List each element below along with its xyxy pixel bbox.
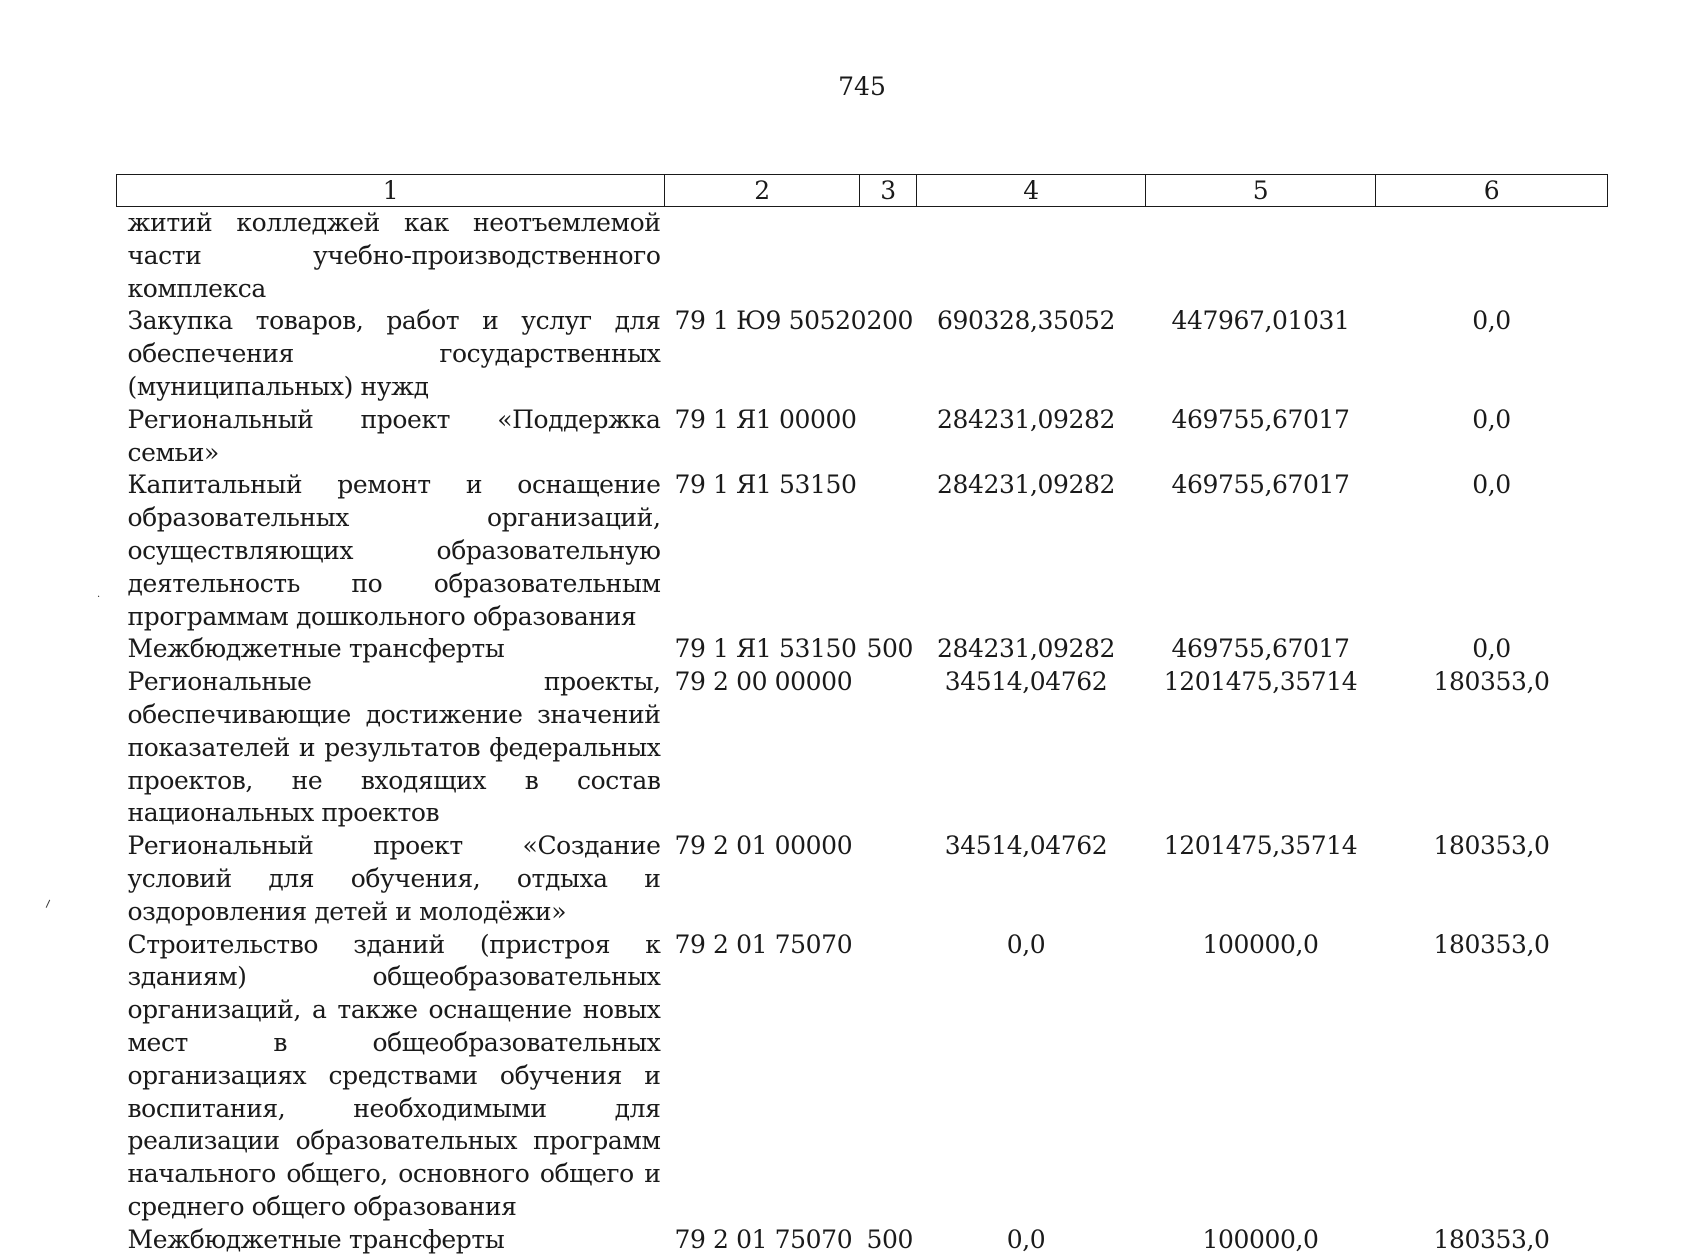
amount-col5: 1201475,35714: [1163, 831, 1358, 861]
amount-col6: 180353,0: [1433, 831, 1550, 861]
amount-col4: 284231,09282: [936, 404, 1116, 434]
amount-col6: 0,0: [1472, 404, 1511, 434]
target-code: 79 1 Ю9 50520: [674, 306, 867, 336]
amount-col4: 284231,09282: [936, 634, 1116, 664]
amount-col4: 0,0: [1006, 929, 1046, 959]
expense-type: [860, 404, 917, 470]
amount-col5: 100000,0: [1202, 1224, 1319, 1254]
table-row: [117, 830, 1608, 928]
amount-col4: 690328,35052: [936, 306, 1116, 336]
item-name: Капитальный ремонт и оснащение образовательных организаций, осуществляющих образовательную деятельность по образовательным программам дошкольного образования: [127, 470, 661, 631]
item-name: Межбюджетные трансферты: [127, 1224, 505, 1254]
amount-col6: [1376, 207, 1608, 306]
amount-col5: 469755,67017: [1171, 634, 1350, 664]
amount-col6: 180353,0: [1433, 929, 1550, 959]
target-code: 79 2 00 00000: [674, 667, 853, 697]
target-code: [665, 207, 860, 306]
amount-col5: 469755,67017: [1171, 470, 1350, 500]
amount-col5: 469755,67017: [1171, 404, 1350, 434]
table-row: [117, 305, 1608, 403]
table-row: [117, 207, 1608, 306]
page-number: 745: [838, 72, 886, 101]
expense-type: [860, 469, 917, 633]
amount-col6: 0,0: [1472, 470, 1511, 500]
table-row: [117, 404, 1608, 470]
item-name: Региональный проект «Создание условий для обучения, отдыха и оздоровления детей и молодёжи»: [127, 831, 661, 926]
amount-col5: 1201475,35714: [1163, 667, 1358, 697]
expense-type: 200: [866, 306, 914, 336]
table-header: [117, 175, 1608, 207]
table-row: [117, 1224, 1608, 1257]
target-code: 79 2 01 00000: [674, 831, 853, 861]
column-header: 5: [1146, 175, 1376, 207]
column-header: 6: [1376, 175, 1608, 207]
column-header: 1: [117, 175, 665, 207]
amount-col5: [1146, 207, 1376, 306]
amount-col6: 0,0: [1472, 306, 1511, 336]
amount-col6: 0,0: [1472, 634, 1511, 664]
expense-type: [860, 207, 917, 306]
amount-col5: 447967,01031: [1171, 306, 1350, 336]
expense-type: [860, 830, 917, 928]
item-name: Строительство зданий (пристроя к зданиям) общеобразовательных организаций, а также оснащение новых мест в общеобразовательных организациях средствами обучения и воспитания, необходимыми для реализации образовательных программ начального общего, основного общего и среднего общего образования: [127, 929, 661, 1221]
expense-type: 500: [866, 1224, 914, 1254]
amount-col4: 34514,04762: [944, 667, 1108, 697]
expense-type: [860, 666, 917, 830]
amount-col6: 180353,0: [1433, 1224, 1550, 1254]
target-code: 79 1 Я1 53150: [674, 634, 857, 664]
target-code: 79 2 01 75070: [674, 1224, 853, 1254]
expense-type: 500: [866, 634, 914, 664]
item-name: Межбюджетные трансферты: [127, 634, 505, 664]
item-name: житий колледжей как неотъемлемой части учебно-производственного комплекса: [127, 208, 661, 303]
item-name: Региональный проект «Поддержка семьи»: [127, 404, 661, 467]
amount-col5: 100000,0: [1202, 929, 1319, 959]
target-code: 79 1 Я1 53150: [674, 470, 857, 500]
amount-col6: 180353,0: [1433, 667, 1550, 697]
amount-col4: 0,0: [1006, 1224, 1046, 1254]
header-row: [117, 175, 1608, 207]
target-code: 79 2 01 75070: [674, 929, 853, 959]
budget-table: [116, 174, 1608, 1257]
item-name: Региональные проекты, обеспечивающие достижение значений показателей и результатов федеральных проектов, не входящих в состав национальных проектов: [127, 667, 661, 828]
amount-col4: [917, 207, 1146, 306]
scan-tick-mark: ⸝: [38, 889, 55, 912]
scan-speck: ·: [97, 592, 101, 603]
target-code: 79 1 Я1 00000: [674, 404, 857, 434]
column-header: 3: [860, 175, 917, 207]
table-body: [117, 207, 1608, 1257]
item-name: Закупка товаров, работ и услуг для обеспечения государственных (муниципальных) нужд: [127, 306, 661, 401]
amount-col4: 284231,09282: [936, 470, 1116, 500]
table-row: [117, 469, 1608, 633]
table-row: [117, 633, 1608, 666]
amount-col4: 34514,04762: [944, 831, 1108, 861]
column-header: 4: [917, 175, 1146, 207]
expense-type: [860, 929, 917, 1224]
table-row: [117, 666, 1608, 830]
table-row: [117, 929, 1608, 1224]
column-header: 2: [665, 175, 860, 207]
